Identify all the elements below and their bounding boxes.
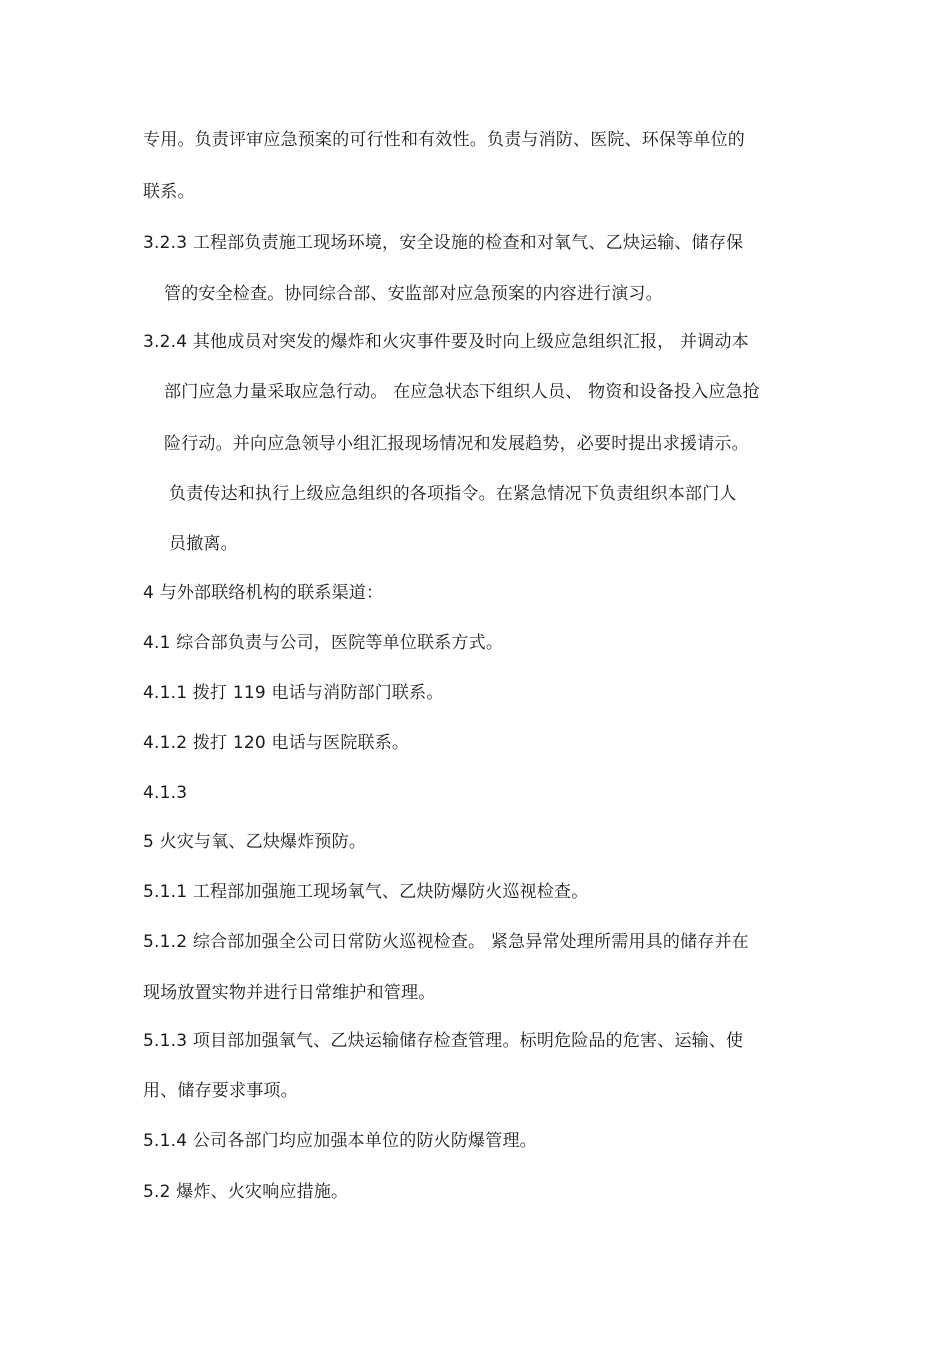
text-line-15: 5 火灾与氧、乙炔爆炸预防。 (143, 832, 367, 852)
text-line-13: 4.1.2 拨打 120 电话与医院联系。 (143, 733, 410, 753)
text-line-17: 5.1.2 综合部加强全公司日常防火巡视检查。 紧急异常处理所需用具的储存并在 (143, 932, 749, 952)
text-line-5: 3.2.4 其他成员对突发的爆炸和火灾事件要及时向上级应急组织汇报， 并调动本 (143, 332, 749, 352)
text-line-1: 专用。负责评审应急预案的可行性和有效性。负责与消防、医院、环保等单位的 (143, 130, 745, 150)
text-line-19: 5.1.3 项目部加强氧气、乙炔运输储存检查管理。标明危险品的危害、运输、使 (143, 1031, 744, 1051)
text-line-4: 管的安全检查。协同综合部、安监部对应急预案的内容进行演习。 (164, 284, 663, 304)
text-line-11: 4.1 综合部负责与公司，医院等单位联系方式。 (143, 633, 504, 653)
text-line-21: 5.1.4 公司各部门均应加强本单位的防火防爆管理。 (143, 1131, 537, 1151)
text-line-22: 5.2 爆炸、火灾响应措施。 (143, 1182, 349, 1202)
text-line-20: 用、储存要求事项。 (143, 1081, 298, 1101)
text-line-3: 3.2.3 工程部负责施工现场环境，安全设施的检查和对氧气、乙炔运输、储存保 (143, 233, 744, 253)
text-line-9: 员撤离。 (169, 534, 238, 554)
text-line-2: 联系。 (143, 182, 195, 202)
text-line-7: 险行动。并向应急领导小组汇报现场情况和发展趋势，必要时提出求援请示。 (164, 434, 749, 454)
text-line-10: 4 与外部联络机构的联系渠道： (143, 583, 384, 603)
text-line-18: 现场放置实物并进行日常维护和管理。 (143, 983, 436, 1003)
text-line-16: 5.1.1 工程部加强施工现场氧气、乙炔防爆防火巡视检查。 (143, 882, 589, 902)
text-line-8: 负责传达和执行上级应急组织的各项指令。在紧急情况下负责组织本部门人 (169, 484, 737, 504)
text-line-12: 4.1.1 拨打 119 电话与消防部门联系。 (143, 683, 444, 703)
text-line-6: 部门应急力量采取应急行动。 在应急状态下组织人员、 物资和设备投入应急抢 (164, 382, 761, 402)
text-line-14: 4.1.3 (143, 783, 188, 803)
